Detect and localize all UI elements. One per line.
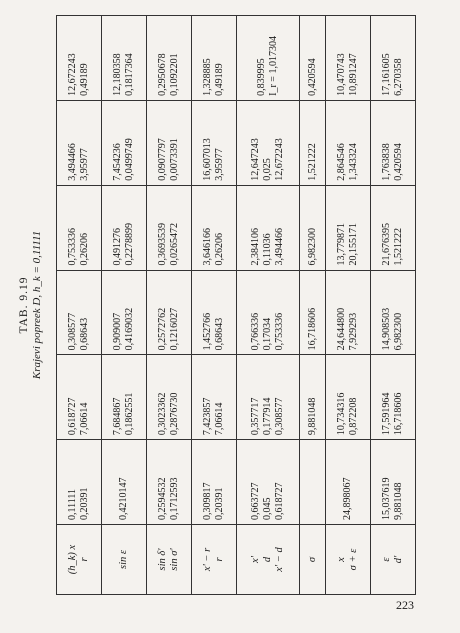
cell-value: 0,2572762: [156, 307, 168, 351]
table-cell: [146, 355, 191, 440]
cell-value: 0,20391: [213, 487, 225, 520]
table-cell: [191, 100, 236, 185]
table-cell: [57, 270, 102, 355]
table-cell: [191, 270, 236, 355]
cell-value: 0,1712593: [168, 477, 180, 520]
cell-value: 0,753336: [66, 228, 78, 266]
cell-value: 0,618727: [273, 482, 285, 520]
cell-value: 0,1216027: [168, 307, 180, 351]
table-row: [236, 16, 299, 595]
table-cell: [326, 100, 371, 185]
table-body: [57, 16, 416, 595]
cell-value: 17,161605: [381, 53, 393, 96]
cell-value: 0,2876730: [168, 392, 180, 436]
cell-value: 0,3023362: [156, 392, 168, 436]
cell-value: 0,1817364: [123, 53, 135, 96]
cell-value: 0,68643: [78, 317, 90, 351]
cell-value: I_r = 1,017304: [267, 36, 279, 96]
table-row: [101, 16, 146, 595]
cell-value: 14,908503: [381, 307, 393, 351]
row-label: [101, 525, 146, 595]
cell-value: 16,718606: [306, 307, 318, 351]
table-cell: [299, 16, 325, 101]
cell-value: 0,0073391: [168, 138, 180, 181]
table-cell: [371, 100, 416, 185]
table-cell: [236, 355, 299, 440]
table-cell: [101, 440, 146, 525]
cell-value: 10,891247: [348, 53, 360, 96]
table-cell: [299, 440, 325, 525]
cell-value: 2,384106: [249, 228, 261, 266]
table-caption: [18, 5, 44, 605]
cell-value: 3,95977: [213, 148, 225, 181]
table-cell: [236, 185, 299, 270]
row-label-line: sin ε: [117, 549, 129, 570]
cell-value: 0,872208: [348, 397, 360, 436]
cell-value: 0,308577: [273, 397, 285, 436]
cell-value: 0,3693539: [156, 223, 168, 266]
cell-value: 1,343324: [348, 143, 360, 181]
cell-value: 0,26206: [213, 233, 225, 266]
table-row: [371, 16, 416, 595]
cell-value: 7,06614: [213, 402, 225, 436]
cell-value: 0,663727: [249, 482, 261, 520]
cell-value: 0,420594: [393, 143, 405, 181]
row-label-line: r: [78, 557, 90, 562]
table-cell: [326, 440, 371, 525]
cell-value: 16,607013: [201, 138, 213, 181]
row-label: [326, 525, 371, 595]
table-cell: [101, 185, 146, 270]
table-cell: [371, 16, 416, 101]
cell-value: 7,423857: [201, 397, 213, 436]
row-label-line: sin δ': [156, 548, 168, 571]
cell-value: 0,0499749: [123, 138, 135, 181]
cell-value: 1,521222: [393, 228, 405, 266]
table-cell: [236, 440, 299, 525]
cell-value: 0,308577: [66, 312, 78, 351]
row-label-line: x: [336, 557, 348, 562]
cell-value: 0,0265472: [168, 223, 180, 266]
table-row: [146, 16, 191, 595]
row-label-line: σ + ε: [348, 548, 360, 571]
cell-value: 10,470743: [336, 53, 348, 96]
table-row: [299, 16, 325, 595]
cell-value: 2,864546: [336, 143, 348, 181]
cell-value: 0,177914: [261, 397, 273, 436]
row-label-line: d': [393, 555, 405, 564]
cell-value: 9,881048: [393, 482, 405, 520]
table-cell: [101, 16, 146, 101]
table-cell: [57, 185, 102, 270]
cell-value: 7,929293: [348, 312, 360, 351]
row-label: [236, 525, 299, 595]
cell-value: 12,180358: [111, 53, 123, 96]
cell-value: 7,06614: [78, 402, 90, 436]
table-cell: [146, 440, 191, 525]
row-label: [191, 525, 236, 595]
row-label: [371, 525, 416, 595]
table-cell: [299, 270, 325, 355]
cell-value: 0,20391: [78, 487, 90, 520]
row-label-line: r: [213, 557, 225, 562]
row-label-line: sin σ': [168, 548, 180, 571]
cell-value: 3,494466: [273, 228, 285, 266]
cell-value: 10,734316: [336, 392, 348, 436]
cell-value: 6,982300: [306, 228, 318, 266]
cell-value: 0,909007: [111, 312, 123, 351]
cell-value: 15,037619: [381, 477, 393, 520]
cell-value: 7,454236: [111, 143, 123, 181]
cell-value: 7,684867: [111, 397, 123, 436]
cell-value: 0,11036: [261, 233, 273, 266]
cell-value: 20,155171: [348, 223, 360, 266]
cell-value: 16,718606: [393, 392, 405, 436]
cell-value: 21,676395: [381, 223, 393, 266]
cell-value: 13,779871: [336, 223, 348, 266]
table-cell: [236, 16, 299, 101]
cell-value: 1,328885: [201, 58, 213, 96]
table-row: [191, 16, 236, 595]
page-number: 223: [396, 598, 414, 612]
cell-value: 6,982300: [393, 312, 405, 351]
row-label-line: x' − d: [273, 547, 285, 572]
cell-value: 24,644800: [336, 307, 348, 351]
cell-value: 0,4210147: [117, 477, 129, 520]
row-label: [299, 525, 325, 595]
table-subtitle: Krajevi popreek D, h_k = 0,11111: [31, 230, 43, 380]
cell-value: 0,0907797: [156, 138, 168, 181]
cell-value: 0,309817: [201, 482, 213, 520]
table-cell: [236, 100, 299, 185]
cell-value: 17,591964: [381, 392, 393, 436]
table-cell: [371, 355, 416, 440]
rotated-page-content: [12, 5, 432, 605]
cell-value: 0,2278899: [123, 223, 135, 266]
cell-value: 0,420594: [306, 58, 318, 96]
table-cell: [101, 355, 146, 440]
cell-value: 0,11111: [66, 488, 78, 520]
table-cell: [57, 355, 102, 440]
row-label-line: σ: [306, 556, 318, 563]
cell-value: 0,025: [261, 158, 273, 181]
cell-value: 1,452766: [201, 312, 213, 351]
table-title: TAB. 9.19: [18, 276, 30, 334]
cell-value: 0,4169032: [123, 307, 135, 351]
row-label: [57, 525, 102, 595]
row-label-line: (h_k) x: [66, 544, 78, 575]
cell-value: 0,49189: [213, 63, 225, 96]
table-cell: [146, 185, 191, 270]
cell-value: 0,2950678: [156, 53, 168, 96]
cell-value: 0,045: [261, 497, 273, 520]
table-cell: [371, 185, 416, 270]
table-cell: [146, 270, 191, 355]
cell-value: 12,672243: [273, 138, 285, 181]
cell-value: 0,1092201: [168, 53, 180, 96]
row-label-line: x': [249, 556, 261, 563]
cell-value: 0,618727: [66, 397, 78, 436]
cell-value: 0,1862551: [123, 392, 135, 436]
table-cell: [326, 355, 371, 440]
cell-value: 0,2594532: [156, 477, 168, 520]
cell-value: 0,357717: [249, 397, 261, 436]
table-cell: [57, 440, 102, 525]
table-cell: [191, 185, 236, 270]
table-cell: [101, 270, 146, 355]
calculation-table: [56, 15, 416, 595]
table-cell: [146, 100, 191, 185]
cell-value: 24,898067: [342, 477, 354, 520]
table-cell: [326, 185, 371, 270]
table-row: [57, 16, 102, 595]
row-label-line: d: [261, 556, 273, 563]
table-cell: [57, 100, 102, 185]
cell-value: 12,672243: [66, 53, 78, 96]
table-cell: [299, 185, 325, 270]
cell-value: 0,68643: [213, 317, 225, 351]
table-cell: [326, 16, 371, 101]
table-row: [326, 16, 371, 595]
cell-value: 6,270358: [393, 58, 405, 96]
cell-value: 12,647243: [249, 138, 261, 181]
table-cell: [191, 16, 236, 101]
cell-value: 3,494466: [66, 143, 78, 181]
table-cell: [299, 355, 325, 440]
cell-value: 0,753336: [273, 312, 285, 351]
cell-value: 1,763838: [381, 143, 393, 181]
cell-value: 0,17034: [261, 317, 273, 351]
table-cell: [191, 355, 236, 440]
cell-value: 9,881048: [306, 397, 318, 436]
cell-value: 3,95977: [78, 148, 90, 181]
table-cell: [57, 16, 102, 101]
cell-value: 0,766336: [249, 312, 261, 351]
cell-value: 0,26206: [78, 233, 90, 266]
table-cell: [371, 440, 416, 525]
table-cell: [299, 100, 325, 185]
table-cell: [191, 440, 236, 525]
cell-value: 0,49189: [78, 63, 90, 96]
table-cell: [236, 270, 299, 355]
table-cell: [371, 270, 416, 355]
table-cell: [101, 100, 146, 185]
cell-value: 1,521222: [306, 143, 318, 181]
table-cell: [146, 16, 191, 101]
cell-value: 0,839995: [255, 58, 267, 96]
cell-value: 3,646166: [201, 228, 213, 266]
row-label: [146, 525, 191, 595]
row-label-line: x' − r: [201, 547, 213, 572]
row-label-line: ε: [381, 557, 393, 562]
cell-value: 0,491276: [111, 228, 123, 266]
table-cell: [326, 270, 371, 355]
